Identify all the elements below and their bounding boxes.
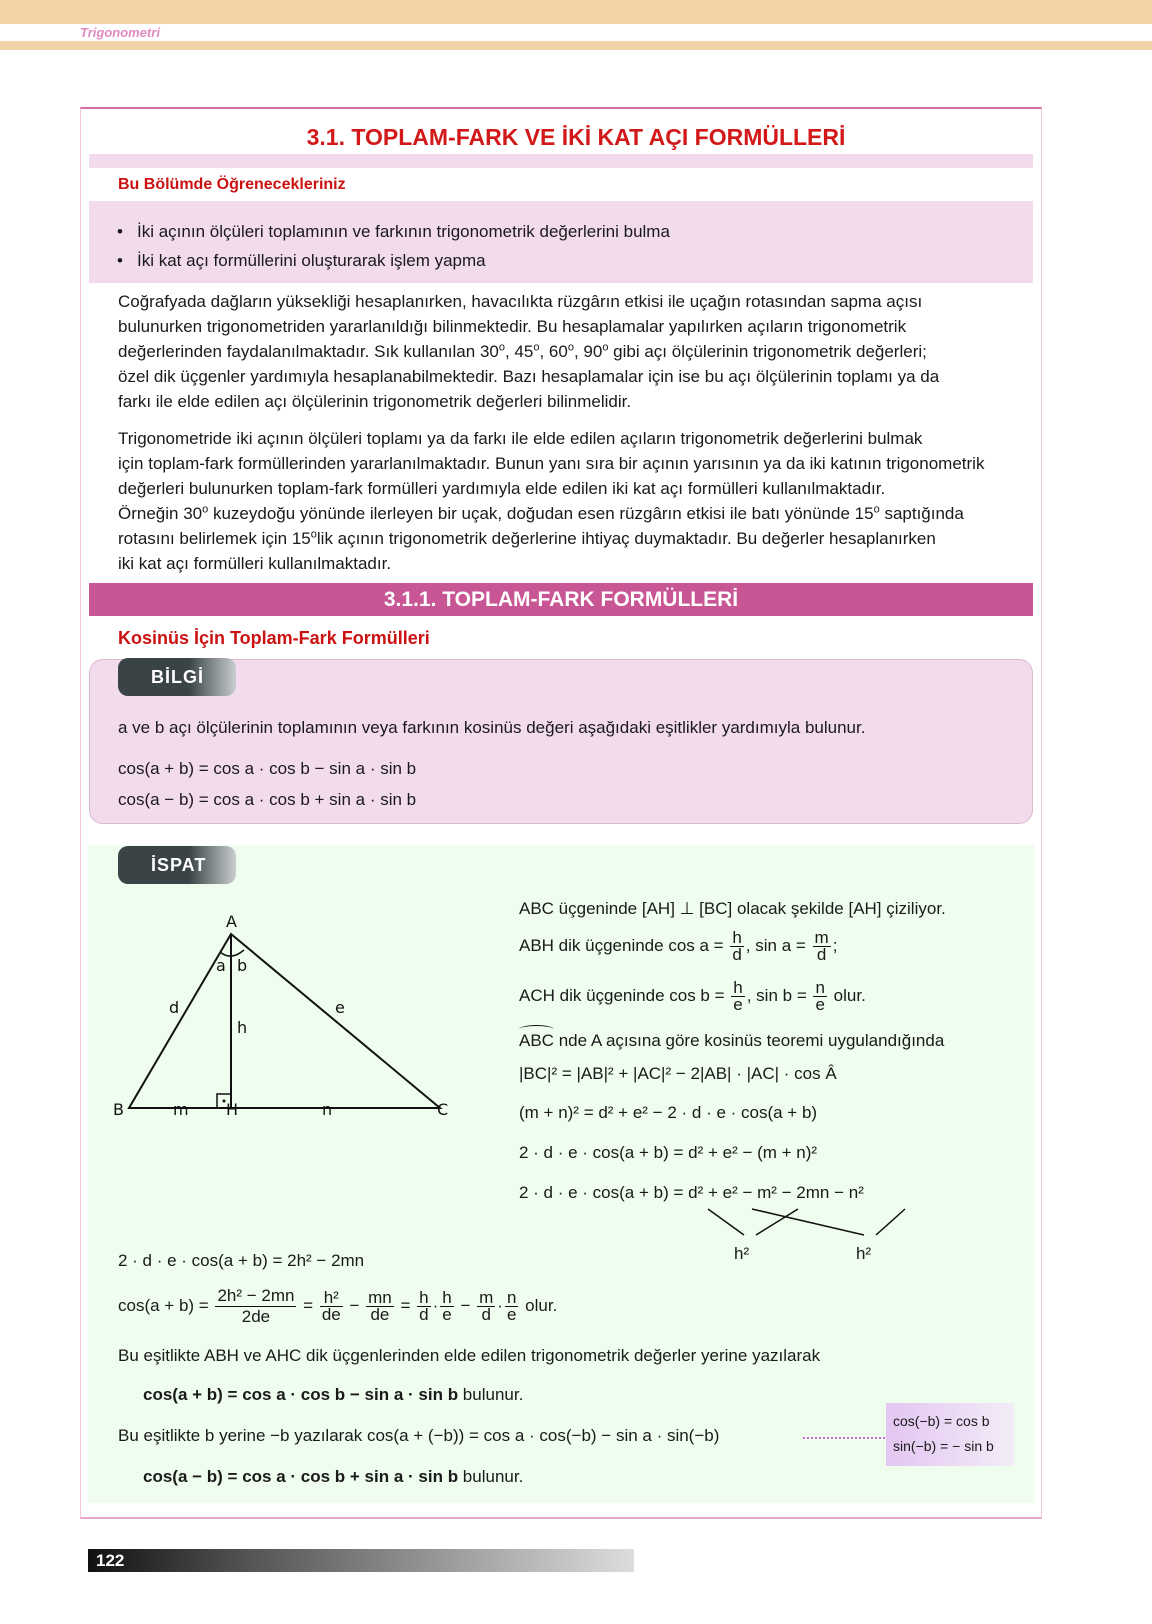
learn-list xyxy=(89,201,1033,283)
label-d: d xyxy=(169,998,180,1017)
grouping-lines xyxy=(700,1205,920,1265)
text-line: Örneğin 30$^o$ kuzeydoğu yönünde ilerleyen bir uçak, doğudan esen rüzgârın etkisi ile batı yönünde 15$^o$ saptığında xyxy=(118,503,964,523)
text-line: değerleri bulunurken toplam-fark formülleri yardımıyla elde edilen iki kat açı formülleri kullanılmaktadır. xyxy=(118,479,886,498)
text-line: Coğrafyada dağların yüksekliği hesaplanırken, havacılıkta rüzgârın etkisi ile uçağın rotasından sapma açısı xyxy=(118,292,923,311)
proof-line-2: ABH dik üçgeninde cos a = $\frac{h}{d}$ , sin a = $\frac{m}{d}$ ; xyxy=(519,928,838,964)
triangle-abc xyxy=(129,934,440,1108)
subsection-heading: Kosinüs İçin Toplam-Fark Formülleri xyxy=(118,628,430,648)
page-number-bar xyxy=(88,1549,634,1572)
note-sin: sin(−b) = − sin b xyxy=(893,1438,994,1454)
learn-heading: Bu Bölümde Öğrenecekleriniz xyxy=(118,176,346,193)
info-text: a ve b açı ölçülerinin toplamının veya farkının kosinüs değeri aşağıdaki eşitlikler yardımıyla bulunur. xyxy=(118,718,866,737)
label-m: m xyxy=(173,1100,189,1115)
header-band-lower xyxy=(0,41,1152,50)
section-title: 3.1. TOPLAM-FARK VE İKİ KAT AÇI FORMÜLLERİ xyxy=(306,124,846,150)
text-line: farkı ile elde edilen açı ölçülerinin trigonometrik değerleri bilinmelidir. xyxy=(118,392,632,411)
header-band xyxy=(0,0,1152,24)
learn-item: • İki açının ölçüleri toplamının ve farkının trigonometrik değerlerini bulma xyxy=(117,217,1033,246)
info-tag: BİLGİ xyxy=(118,658,236,696)
proof-line-4: ABC nde A açısına göre kosinüs teoremi uygulandığında xyxy=(519,1031,945,1050)
group-result-1: h² xyxy=(734,1244,750,1263)
text-line: değerlerinden faydalanılmaktadır. Sık kullanılan 30$^o$, 45$^o$, 60$^o$, 90$^o$ gibi açı ölçülerinin trigonometrik değerleri; xyxy=(118,341,927,361)
text-line: rotasını belirlemek için 15$^o$lik açının trigonometrik değerlerine ihtiyaç duymaktadır. Bu değerler hesaplanırken xyxy=(118,528,936,548)
proof-line-6: (m + n)² = d² + e² − 2 · d · e · cos(a + b) xyxy=(519,1103,818,1122)
text-line: iki kat açı formülleri kullanılmaktadır. xyxy=(118,554,392,573)
group-result-2: h² xyxy=(856,1244,872,1263)
label-e: e xyxy=(335,998,345,1017)
proof-line-8: 2 · d · e · cos(a + b) = d² + e² − m² − 2mn − n² xyxy=(519,1183,864,1202)
proof-left-line-1: 2 · d · e · cos(a + b) = 2h² − 2mn xyxy=(118,1251,365,1270)
proof-tag: İSPAT xyxy=(118,846,236,884)
title-strip xyxy=(89,154,1033,168)
subsection-title: 3.1.1. TOPLAM-FARK FORMÜLLERİ xyxy=(89,583,1033,616)
text-line: özel dik üçgenler yardımıyla hesaplanabilmektedir. Bazı hesaplamalar için ise bu açı ölçülerinin toplamı ya da xyxy=(118,367,940,386)
label-angle-b: b xyxy=(237,956,248,975)
proof-result-diff: cos(a − b) = cos a · cos b + sin a · sin b bulunur. xyxy=(143,1467,524,1486)
intro-paragraph-1 xyxy=(118,289,1038,414)
intro-paragraph-2 xyxy=(118,426,1038,576)
proof-left-line-5: Bu eşitlikte b yerine −b yazılarak cos(a + (−b)) = cos a · cos(−b) − sin a · sin(−b) xyxy=(118,1426,720,1445)
proof-left-line-2: cos(a + b) = $\frac{\text{2h² − 2mn}}{2de}$ = $\frac{\text{h²}}{de}$ − $\frac{mn}{de}$ = $\frac{h}{d}$ · $\frac{h}{e}$ − $\frac{m}{d}$ · $\frac{n}{e}$ olur. xyxy=(118,1286,558,1326)
proof-line-3: ACH dik üçgeninde cos b = $\frac{h}{e}$ , sin b = $\frac{n}{e}$ olur. xyxy=(519,978,866,1014)
label-n: n xyxy=(322,1100,333,1115)
label-H: H xyxy=(226,1100,239,1115)
text-line: Trigonometride iki açının ölçüleri toplamı ya da farkı ile elde edilen açıların trigonometrik değerlerini bulmak xyxy=(118,429,923,448)
proof-left-line-3: Bu eşitlikte ABH ve AHC dik üçgenlerinden elde edilen trigonometrik değerler yerine yazılarak xyxy=(118,1346,821,1365)
proof-line-1: ABC üçgeninde [AH] ⊥ [BC] olacak şekilde [AH] çiziliyor. xyxy=(519,899,946,918)
running-title: Trigonometri xyxy=(80,25,160,40)
page-number: 122 xyxy=(96,1551,125,1570)
side-note xyxy=(886,1403,1014,1466)
proof-result-sum: cos(a + b) = cos a · cos b − sin a · sin b bulunur. xyxy=(143,1385,524,1404)
text-line: için toplam-fark formüllerinden yararlanılmaktadır. Bunun yanı sıra bir açının yarısının ya da iki katının trigonometrik xyxy=(118,454,985,473)
proof-line-7: 2 · d · e · cos(a + b) = d² + e² − (m + n)² xyxy=(519,1143,818,1162)
label-h: h xyxy=(237,1018,248,1037)
formula-cos-sum: cos(a + b) = cos a · cos b − sin a · sin b xyxy=(118,759,417,778)
label-B: B xyxy=(113,1100,124,1115)
learn-item: • İki kat açı formüllerini oluşturarak işlem yapma xyxy=(117,246,1033,275)
dotted-connector xyxy=(803,1437,885,1439)
note-cos: cos(−b) = cos b xyxy=(893,1413,990,1429)
proof-line-5: |BC|² = |AB|² + |AC|² − 2|AB| · |AC| · cos Â xyxy=(519,1064,837,1083)
triangle-diagram xyxy=(110,905,470,1115)
label-angle-a: a xyxy=(216,956,226,975)
label-C: C xyxy=(437,1100,449,1115)
text-line: bulunurken trigonometriden yararlanıldığı bilinmektedir. Bu hesaplamalar yapılırken açıların trigonometrik xyxy=(118,317,907,336)
label-A: A xyxy=(226,912,237,931)
formula-cos-diff: cos(a − b) = cos a · cos b + sin a · sin b xyxy=(118,790,417,809)
